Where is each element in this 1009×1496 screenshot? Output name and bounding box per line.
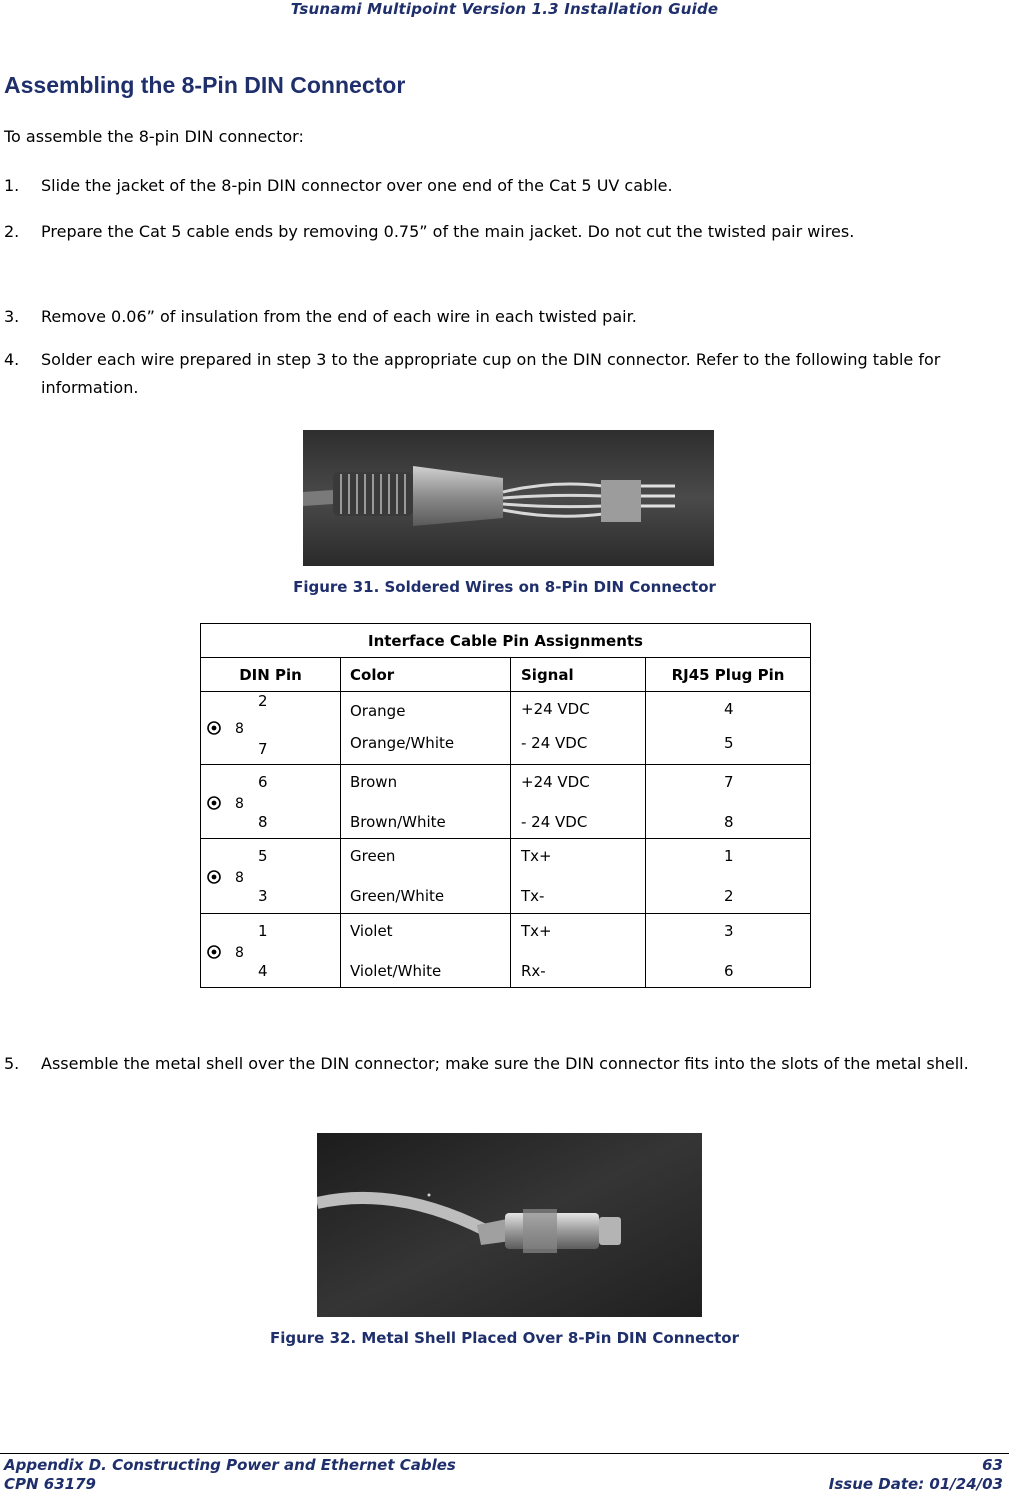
rj45-pin-b: 2 (724, 887, 734, 905)
din-pin-b: 8 (258, 813, 268, 831)
figure-31-photo (303, 430, 714, 566)
din-pin-a: 2 (258, 692, 268, 710)
figure-32-caption: Figure 32. Metal Shell Placed Over 8-Pin DIN Connector (269, 1329, 740, 1347)
signal-b: Rx- (521, 962, 546, 980)
svg-text:8: 8 (235, 945, 244, 960)
color-b: Orange/White (350, 734, 455, 752)
color-b: Brown/White (350, 813, 446, 831)
svg-text:8: 8 (235, 796, 244, 811)
footer-issue-date: Issue Date: 01/24/03 (828, 1475, 1003, 1493)
step-number: 3. (4, 307, 20, 326)
color-b: Violet/White (350, 962, 442, 980)
signal-b: Tx- (521, 887, 545, 905)
din-connector-icon (205, 869, 253, 885)
color-a: Orange (350, 702, 406, 720)
figure-31-caption: Figure 31. Soldered Wires on 8-Pin DIN Connector (293, 578, 716, 596)
signal-a: Tx+ (521, 847, 552, 865)
step-number: 4. (4, 350, 20, 369)
din-connector-icon (205, 944, 253, 960)
rj45-pin-a: 4 (724, 700, 734, 718)
step-text: Solder each wire prepared in step 3 to the appropriate cup on the DIN connector. Refer to the following table for information. (41, 350, 941, 397)
din-pin-b: 7 (258, 740, 268, 758)
signal-b: - 24 VDC (521, 734, 588, 752)
din-connector-icon (205, 720, 253, 736)
table-row (201, 765, 811, 839)
svg-text:8: 8 (235, 721, 244, 736)
column-header-signal: Signal (511, 658, 646, 692)
figure-32-photo (317, 1133, 702, 1317)
step-text: Remove 0.06” of insulation from the end of each wire in each twisted pair. (41, 307, 637, 326)
rj45-pin-b: 6 (724, 962, 734, 980)
pin-assignment-table (200, 623, 811, 988)
step-text: Assemble the metal shell over the DIN connector; make sure the DIN connector fits into the slots of the metal shell. (41, 1054, 969, 1073)
signal-a: +24 VDC (521, 773, 590, 791)
svg-text:8: 8 (235, 870, 244, 885)
column-header-rj45: RJ45 Plug Pin (646, 658, 811, 692)
column-header-color: Color (341, 658, 511, 692)
footer-page-number: 63 (982, 1456, 1003, 1474)
step-text: Prepare the Cat 5 cable ends by removing 0.75” of the main jacket. Do not cut the twisted pair wires. (41, 222, 855, 241)
din-pin-b: 3 (258, 887, 268, 905)
rj45-pin-b: 8 (724, 813, 734, 831)
color-b: Green/White (350, 887, 445, 905)
color-a: Green (350, 847, 396, 865)
rj45-pin-a: 7 (724, 773, 734, 791)
section-title: Assembling the 8-Pin DIN Connector (4, 72, 406, 98)
din-pin-a: 5 (258, 847, 268, 865)
signal-a: Tx+ (521, 922, 552, 940)
rj45-pin-a: 1 (724, 847, 734, 865)
table-row (201, 692, 811, 765)
step-text: Slide the jacket of the 8-pin DIN connector over one end of the Cat 5 UV cable. (41, 176, 673, 195)
din-pin-a: 1 (258, 922, 268, 940)
din-pin-b: 4 (258, 962, 268, 980)
footer-rule (0, 1453, 1009, 1454)
color-a: Brown (350, 773, 398, 791)
signal-b: - 24 VDC (521, 813, 588, 831)
din-connector-icon (205, 795, 253, 811)
step-number: 2. (4, 222, 20, 241)
step-number: 1. (4, 176, 20, 195)
intro-text: To assemble the 8-pin DIN connector: (4, 127, 304, 146)
color-a: Violet (350, 922, 393, 940)
signal-a: +24 VDC (521, 700, 590, 718)
footer-cpn: CPN 63179 (4, 1475, 96, 1493)
step-number: 5. (4, 1054, 20, 1073)
table-title: Interface Cable Pin Assignments (201, 624, 811, 658)
table-row (201, 914, 811, 988)
footer-appendix: Appendix D. Constructing Power and Ethernet Cables (4, 1456, 456, 1474)
rj45-pin-b: 5 (724, 734, 734, 752)
din-pin-a: 6 (258, 773, 268, 791)
column-header-din-pin: DIN Pin (201, 658, 341, 692)
rj45-pin-a: 3 (724, 922, 734, 940)
running-header: Tsunami Multipoint Version 1.3 Installation Guide (290, 0, 719, 18)
table-row (201, 839, 811, 914)
